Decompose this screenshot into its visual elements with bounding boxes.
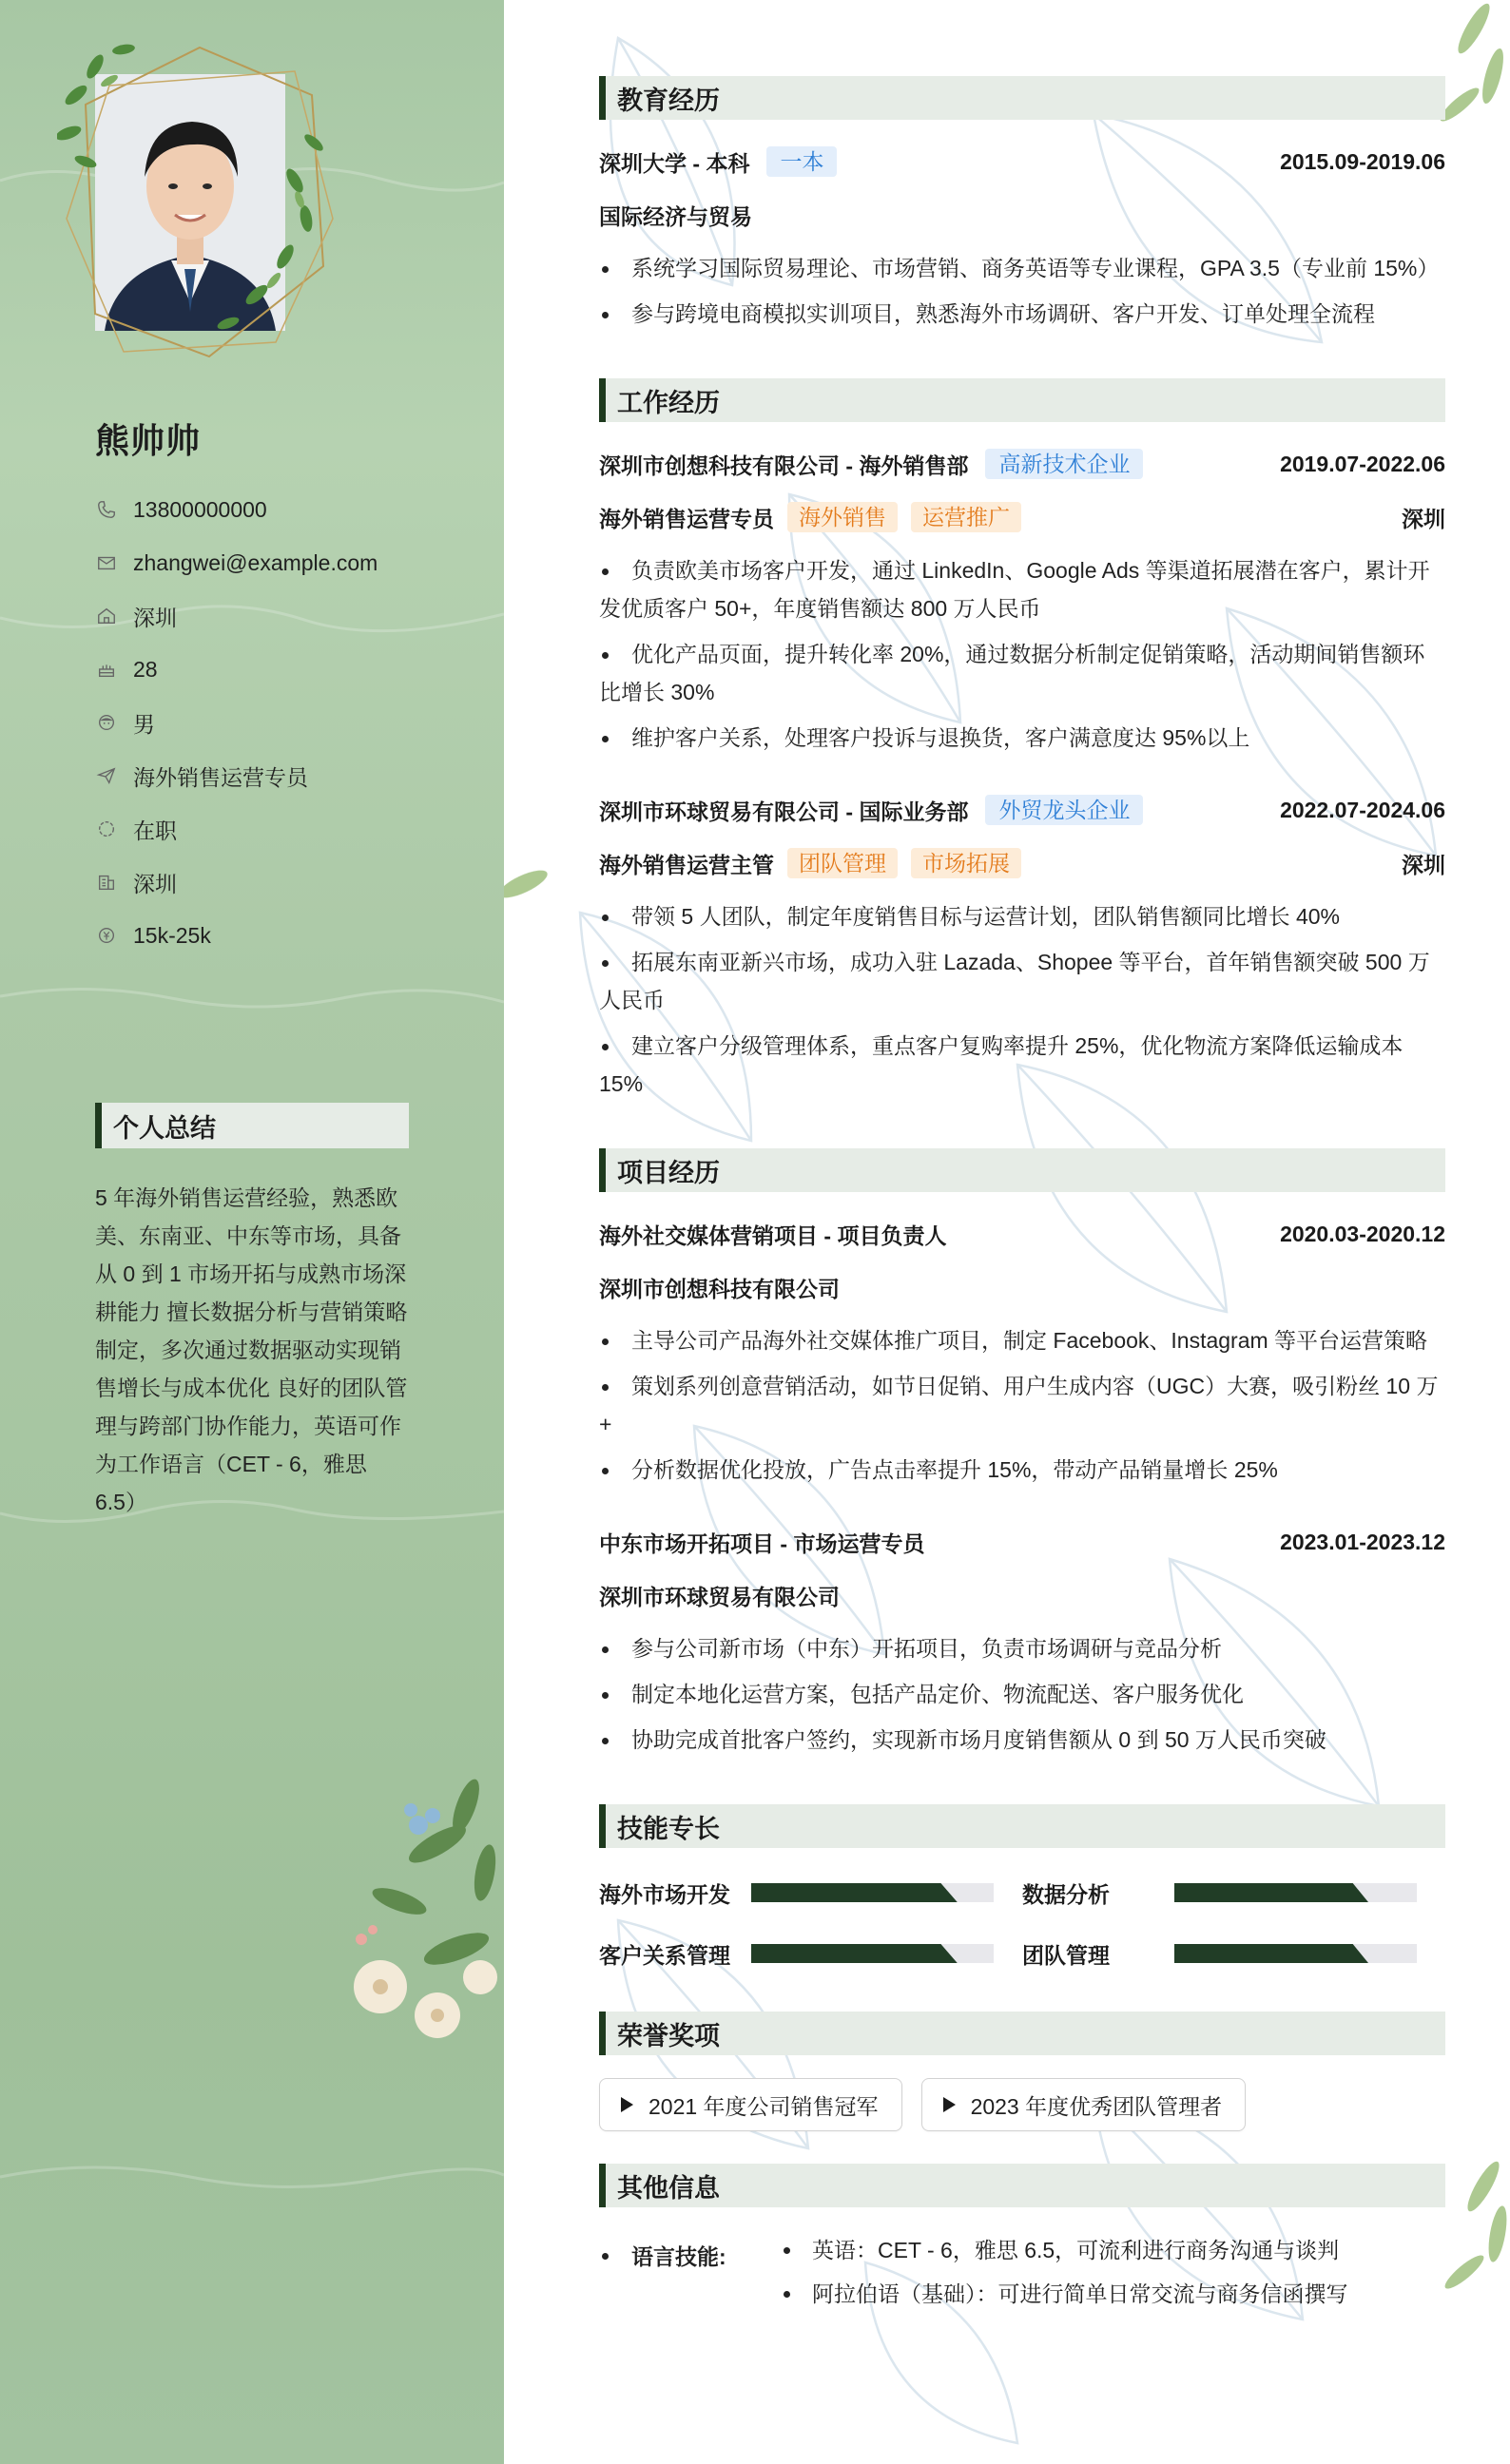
list-item: 主导公司产品海外社交媒体推广项目，制定 Facebook、Instagram 等平台运营策略: [599, 1321, 1445, 1359]
job-city: 深圳: [1402, 506, 1445, 531]
flower-decoration: [323, 1768, 504, 2072]
skill-bar-fill: [1174, 1944, 1368, 1963]
education-section-title: 教育经历: [599, 76, 1445, 120]
info-gender: [95, 696, 475, 749]
other-section-title: 其他信息: [599, 2164, 1445, 2207]
info-salary-text: 15k-25k: [133, 922, 211, 948]
info-phone: [95, 483, 475, 536]
skill-item: [599, 1934, 1022, 1973]
education-school: 深圳大学 - 本科: [599, 150, 750, 176]
education-major-row: [599, 188, 1445, 241]
job-date: 2022.07-2024.06: [1280, 797, 1445, 822]
water-texture: [0, 970, 504, 1027]
list-item: 建立客户分级管理体系，重点客户复购率提升 25%，优化物流方案降低运输成本 15%: [599, 1027, 1445, 1103]
other-list: [780, 2228, 1348, 2316]
job-tag: 市场拓展: [911, 848, 1021, 878]
summary-title: 个人总结: [95, 1103, 409, 1148]
other-label: 语言技能:: [599, 2240, 780, 2316]
awards-list: [599, 2078, 1445, 2131]
salary-icon: [95, 924, 118, 947]
project-name: 中东市场开拓项目 - 市场运营专员: [599, 1530, 925, 1556]
project-date: 2020.03-2020.12: [1280, 1221, 1445, 1246]
info-email: [95, 536, 475, 589]
other-info: [599, 2228, 1445, 2316]
info-location-text: 深圳: [133, 605, 177, 630]
job-company: 深圳市环球贸易有限公司 - 国际业务部: [599, 799, 969, 824]
list-item: 负责欧美市场客户开发，通过 LinkedIn、Google Ads 等渠道拓展潜在客户，累计开发优质客户 50+，年度销售额达 800 万人民币: [599, 551, 1445, 627]
list-item: 协助完成首批客户签约，实现新市场月度销售额从 0 到 50 万人民币突破: [599, 1721, 1445, 1759]
list-item: 优化产品页面，提升转化率 20%，通过数据分析制定促销策略，活动期间销售额环比增长 30%: [599, 635, 1445, 711]
list-item: 阿拉伯语（基础）：可进行简单日常交流与商务信函撰写: [780, 2272, 1348, 2316]
profile-photo-area: [57, 29, 342, 380]
skill-bar-fill: [1174, 1883, 1368, 1902]
project-bullets: [599, 1629, 1445, 1759]
job-header: [599, 783, 1445, 837]
skill-bar: [751, 1883, 994, 1902]
job-bullets: [599, 551, 1445, 757]
info-position-text: 海外销售运营专员: [133, 764, 308, 790]
summary-text: 5 年海外销售运营经验，熟悉欧美、东南亚、中东等市场，具备从 0 到 1 市场开拓与成熟市场深耕能力 擅长数据分析与营销策略制定，多次通过数据驱动实现销售增长与成本优化 良好的团队管理与跨部门协作能力，英语可作为工作语言（CET - 6，雅思 6.5）: [95, 1185, 408, 1514]
skill-bar-fill: [751, 1883, 958, 1902]
status-icon: [95, 818, 118, 840]
info-status: [95, 802, 475, 856]
main-content: [504, 0, 1510, 2464]
info-city: [95, 856, 475, 909]
list-item: 维护客户关系，处理客户投诉与退换货，客户满意度达 95%以上: [599, 719, 1445, 757]
list-item: 参与公司新市场（中东）开拓项目，负责市场调研与竞品分析: [599, 1629, 1445, 1667]
list-item: 参与跨境电商模拟实训项目，熟悉海外市场调研、客户开发、订单处理全流程: [599, 295, 1445, 333]
skill-item: [599, 1873, 1022, 1913]
award-item: [921, 2078, 1247, 2131]
cake-icon: [95, 658, 118, 681]
job-tag: 海外销售: [787, 502, 898, 532]
project-org-row: [599, 1261, 1445, 1314]
project-org: 深圳市创想科技有限公司: [599, 1276, 840, 1301]
skill-item: [1022, 1934, 1445, 1973]
project-bullets: [599, 1321, 1445, 1489]
info-phone-text: 13800000000: [133, 496, 267, 522]
gender-icon: [95, 711, 118, 734]
project-org: 深圳市环球贸易有限公司: [599, 1584, 840, 1609]
skill-name: 数据分析: [1022, 1881, 1110, 1907]
award-text: 2021 年度公司销售冠军: [649, 2093, 879, 2119]
awards-section-title: 荣誉奖项: [599, 2012, 1445, 2055]
floral-frame: [57, 29, 342, 380]
work-section-title: 工作经历: [599, 378, 1445, 422]
project-org-row: [599, 1569, 1445, 1622]
list-item: 带领 5 人团队，制定年度销售目标与运营计划，团队销售额同比增长 40%: [599, 897, 1445, 935]
building-icon: [95, 871, 118, 894]
list-item: 拓展东南亚新兴市场，成功入驻 Lazada、Shopee 等平台，首年销售额突破 500 万人民币: [599, 943, 1445, 1019]
info-city-text: 深圳: [133, 871, 177, 896]
job-tag: 运营推广: [911, 502, 1021, 532]
job-header: [599, 437, 1445, 491]
list-item: 分析数据优化投放，广告点击率提升 15%，带动产品销量增长 25%: [599, 1451, 1445, 1489]
sidebar: [0, 0, 504, 2464]
info-email-text: zhangwei@example.com: [133, 549, 378, 575]
projects-section-title: 项目经历: [599, 1148, 1445, 1192]
list-item: 策划系列创意营销活动，如节日促销、用户生成内容（UGC）大赛，吸引粉丝 10 万+: [599, 1367, 1445, 1443]
skill-name: 海外市场开发: [599, 1881, 730, 1907]
skills-grid: [599, 1873, 1445, 1973]
award-text: 2023 年度优秀团队管理者: [970, 2093, 1223, 2119]
job-city: 深圳: [1402, 852, 1445, 877]
play-icon: [621, 2097, 633, 2112]
skill-name: 团队管理: [1022, 1942, 1110, 1968]
contact-info-list: [95, 483, 475, 962]
info-age: [95, 643, 475, 696]
job-company-tag: 高新技术企业: [985, 449, 1143, 479]
education-date: 2015.09-2019.06: [1280, 148, 1445, 174]
info-location: [95, 589, 475, 643]
job-bullets: [599, 897, 1445, 1103]
job-company: 深圳市创想科技有限公司 - 海外销售部: [599, 452, 969, 478]
profile-name: 熊帅帅: [95, 421, 202, 460]
project-header: [599, 1515, 1445, 1569]
play-icon: [943, 2097, 956, 2112]
job-tag: 团队管理: [787, 848, 898, 878]
info-position: [95, 749, 475, 802]
job-date: 2019.07-2022.06: [1280, 451, 1445, 476]
info-age-text: 28: [133, 656, 158, 682]
send-icon: [95, 764, 118, 787]
job-role-row: [599, 837, 1445, 890]
info-gender-text: 男: [133, 711, 155, 737]
list-item: 系统学习国际贸易理论、市场营销、商务英语等专业课程，GPA 3.5（专业前 15%）: [599, 249, 1445, 287]
education-header: [599, 135, 1445, 188]
job-role: 海外销售运营主管: [599, 852, 774, 877]
skill-bar: [1174, 1883, 1417, 1902]
education-bullets: [599, 249, 1445, 333]
skill-bar-fill: [751, 1944, 958, 1963]
skill-item: [1022, 1873, 1445, 1913]
job-company-tag: 外贸龙头企业: [985, 795, 1143, 825]
home-icon: [95, 605, 118, 627]
skill-bar: [751, 1944, 994, 1963]
list-item: 制定本地化运营方案，包括产品定价、物流配送、客户服务优化: [599, 1675, 1445, 1713]
project-header: [599, 1207, 1445, 1261]
education-tag: 一本: [766, 146, 837, 177]
job-role: 海外销售运营专员: [599, 506, 774, 531]
skill-name: 客户关系管理: [599, 1942, 730, 1968]
skills-section-title: 技能专长: [599, 1804, 1445, 1848]
skill-bar: [1174, 1944, 1417, 1963]
water-texture: [0, 2148, 504, 2205]
mail-icon: [95, 551, 118, 574]
info-status-text: 在职: [133, 818, 177, 843]
info-salary: [95, 909, 475, 962]
project-date: 2023.01-2023.12: [1280, 1529, 1445, 1554]
education-major: 国际经济与贸易: [599, 203, 752, 229]
job-role-row: [599, 491, 1445, 544]
list-item: 英语：CET - 6，雅思 6.5，可流利进行商务沟通与谈判: [780, 2228, 1348, 2272]
award-item: [599, 2078, 902, 2131]
resume-content: [599, 76, 1445, 2316]
project-name: 海外社交媒体营销项目 - 项目负责人: [599, 1222, 947, 1248]
phone-icon: [95, 498, 118, 521]
